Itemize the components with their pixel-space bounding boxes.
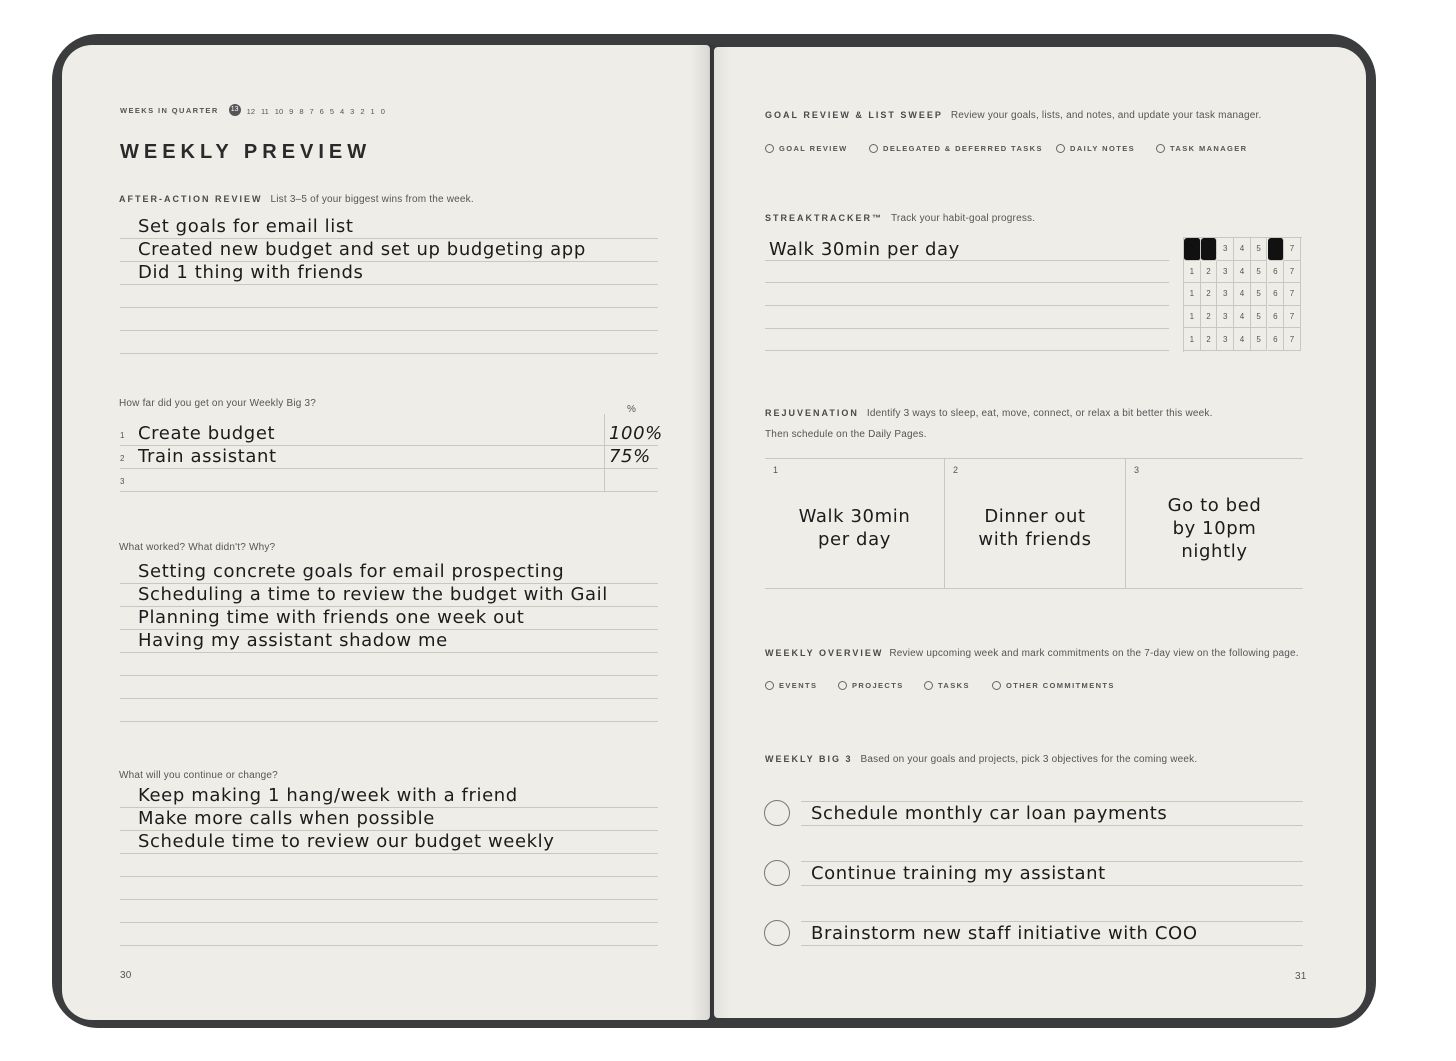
checkbox-icon[interactable] [1056,144,1065,153]
goal-review-header [765,110,1261,121]
what-worked-rule [120,698,658,699]
streak-day-cell[interactable]: 7 [1284,306,1301,329]
big3-objective: Continue training my assistant [811,863,1106,884]
goal-review-option[interactable] [765,144,848,153]
goal-review-option-label: DELEGATED & DEFERRED TASKS [883,144,1043,153]
week-number: 0 [380,107,385,116]
week-number: 4 [340,107,345,116]
rejuvenation-item [945,468,1125,588]
big3-checkbox-icon[interactable] [764,920,790,946]
big3-checkbox-icon[interactable] [764,800,790,826]
after-action-entry: Created new budget and set up budgeting app [138,239,586,260]
streak-day-marked[interactable]: 6 [1268,238,1285,261]
what-worked-entry: Planning time with friends one week out [138,607,525,628]
weekly-overview-hint: Review upcoming week and mark commitments on the 7-day view on the following page. [889,648,1299,659]
progress-row-rule [120,491,658,492]
rejuvenation-text: Go to bed [1167,494,1262,516]
after-action-rule [120,353,658,354]
rejuvenation-header [765,408,1213,419]
streak-day-cell[interactable]: 2 [1201,328,1218,351]
streak-day-cell[interactable]: 6 [1268,306,1285,329]
rejuvenation-text: by 10pm [1172,517,1257,539]
streak-line [765,328,1169,329]
streak-day-cell[interactable]: 4 [1234,306,1251,329]
progress-row-text: Train assistant [138,446,277,467]
rejuvenation-item [765,468,944,588]
overview-option-label: OTHER COMMITMENTS [1006,681,1115,690]
streak-day-cell[interactable]: 3 [1217,306,1234,329]
streak-day-marked[interactable]: 1 [1184,238,1201,261]
overview-option[interactable] [924,681,970,690]
what-worked-rule [120,721,658,722]
streak-day-cell[interactable]: 2 [1201,283,1218,306]
weekly-big3-hint: Based on your goals and projects, pick 3 objectives for the coming week. [860,754,1198,765]
big3-objective: Schedule monthly car loan payments [811,803,1168,824]
streak-line [765,305,1169,306]
week-number: 10 [274,107,284,116]
rejuvenation-text: per day [818,529,891,550]
overview-option[interactable] [765,681,817,690]
continue-change-entry: Keep making 1 hang/week with a friend [138,785,518,806]
goal-review-option[interactable] [869,144,1043,153]
week-number: 12 [246,107,255,116]
goal-review-option[interactable] [1156,144,1248,153]
rejuvenation-text: Walk 30min [798,506,911,527]
overview-option-label: EVENTS [779,681,818,690]
streak-day-cell[interactable]: 6 [1268,328,1285,351]
continue-change-question: What will you continue or change? [119,770,278,781]
page-number-right: 31 [1295,971,1307,982]
streak-day-cell[interactable]: 7 [1284,283,1301,306]
progress-row-percent: 75% [609,446,651,467]
big3-rule [801,801,1303,802]
streak-header [765,213,1035,224]
rejuvenation-number: 1 [773,465,779,475]
streak-day-cell[interactable]: 4 [1234,283,1251,306]
checkbox-icon[interactable] [765,144,774,153]
progress-row-text: Create budget [138,423,276,444]
checkbox-icon[interactable] [838,681,847,690]
progress-row-percent: 100% [609,423,663,444]
rejuvenation-bottom-rule [765,588,1303,589]
streak-day-cell[interactable]: 4 [1234,328,1251,351]
progress-row-number: 1 [120,431,125,440]
overview-option[interactable] [838,681,904,690]
week-numbers [247,101,391,119]
page-title: WEEKLY PREVIEW [120,141,372,163]
big3-question: How far did you get on your Weekly Big 3? [119,398,317,409]
week-number: 9 [289,107,294,116]
goal-review-label: GOAL REVIEW & LIST SWEEP [765,110,943,120]
weeks-label: WEEKS IN QUARTER [120,105,219,115]
rejuvenation-item [1126,468,1303,588]
big3-rule [801,861,1303,862]
continue-change-entry: Schedule time to review our budget weekly [138,831,555,852]
after-action-rule [120,307,658,308]
big3-objective: Brainstorm new staff initiative with COO [811,923,1198,944]
after-action-rule [120,284,658,285]
streak-day-cell[interactable]: 5 [1251,328,1268,351]
rejuvenation-text: with friends [978,529,1092,550]
progress-row-number: 3 [120,477,125,486]
after-action-entry: Did 1 thing with friends [138,262,364,283]
what-worked-entry: Setting concrete goals for email prospecting [138,561,565,582]
big3-rule [801,945,1303,946]
weekly-big3-header [765,754,1197,765]
progress-row-number: 2 [120,454,125,463]
checkbox-icon[interactable] [992,681,1001,690]
week-number: 3 [350,107,355,116]
streak-day-cell[interactable]: 4 [1234,261,1251,284]
streak-hint: Track your habit-goal progress. [891,213,1036,224]
streak-day-cell[interactable]: 6 [1268,261,1285,284]
rejuvenation-hint-2: Then schedule on the Daily Pages. [765,429,927,440]
week-number: 2 [360,107,365,116]
goal-review-option-label: GOAL REVIEW [779,144,848,153]
streak-day-cell[interactable]: 5 [1251,306,1268,329]
after-action-hint: List 3–5 of your biggest wins from the week. [270,194,474,205]
goal-review-option[interactable] [1056,144,1135,153]
rejuvenation-number: 2 [953,465,959,475]
page-number-left: 30 [120,970,132,981]
goal-review-hint: Review your goals, lists, and notes, and update your task manager. [950,110,1262,121]
streak-day-marked[interactable]: 2 [1201,238,1218,261]
streak-day-cell[interactable]: 3 [1217,283,1234,306]
checkbox-icon[interactable] [869,144,878,153]
continue-change-rule [120,876,658,877]
streak-line [765,350,1169,351]
streak-grid [1183,237,1302,352]
continue-change-entry: Make more calls when possible [138,808,435,829]
weekly-overview-header [765,648,1299,659]
weeks-in-quarter [120,101,391,119]
percent-header: % [627,404,637,415]
week-number: 7 [309,107,314,116]
streak-day-cell[interactable]: 3 [1217,328,1234,351]
weekly-big3-label: WEEKLY BIG 3 [765,754,853,764]
big3-checkbox-icon[interactable] [764,860,790,886]
streak-day-cell[interactable]: 4 [1234,238,1251,261]
weekly-overview-label: WEEKLY OVERVIEW [765,648,884,658]
streak-habit: Walk 30min per day [769,239,960,260]
streak-day-cell[interactable]: 3 [1217,238,1234,261]
streak-day-cell[interactable]: 1 [1184,261,1201,284]
streak-day-cell[interactable]: 1 [1184,306,1201,329]
streak-day-cell[interactable]: 7 [1284,238,1301,261]
what-worked-rule [120,652,658,653]
streak-day-cell[interactable]: 6 [1268,283,1285,306]
after-action-entry: Set goals for email list [138,216,354,237]
big3-rule [801,825,1303,826]
streak-line [765,260,1169,261]
checkbox-icon[interactable] [924,681,933,690]
week-number: 11 [261,107,269,116]
left-page [62,45,710,1020]
rejuvenation-label: REJUVENATION [765,408,859,418]
streak-line [765,282,1169,283]
streak-label: STREAKTRACKER™ [765,213,883,223]
streak-day-cell[interactable]: 7 [1284,261,1301,284]
after-action-header [119,194,474,205]
overview-option-label: PROJECTS [852,681,904,690]
streak-day-cell[interactable]: 1 [1184,328,1201,351]
overview-option-label: TASKS [938,681,970,690]
overview-option[interactable] [992,681,1115,690]
continue-change-rule [120,853,658,854]
streak-day-cell[interactable]: 5 [1251,283,1268,306]
continue-change-rule [120,899,658,900]
continue-change-rule [120,922,658,923]
streak-day-cell[interactable]: 2 [1201,306,1218,329]
what-worked-rule [120,675,658,676]
checkbox-icon[interactable] [1156,144,1165,153]
streak-day-cell[interactable]: 5 [1251,238,1268,261]
streak-day-cell[interactable]: 1 [1184,283,1201,306]
spine [690,45,730,1020]
streak-day-cell[interactable]: 7 [1284,328,1301,351]
goal-review-option-label: TASK MANAGER [1170,144,1248,153]
big3-rule [801,921,1303,922]
progress-row-rule [120,468,658,469]
rejuvenation-hint: Identify 3 ways to sleep, eat, move, connect, or relax a bit better this week. [866,408,1213,419]
what-worked-question: What worked? What didn't? Why? [119,542,276,553]
after-action-label: AFTER-ACTION REVIEW [119,194,263,204]
week-number: 6 [319,107,324,116]
checkbox-icon[interactable] [765,681,774,690]
week-number: 1 [370,107,375,116]
streak-day-cell[interactable]: 2 [1201,261,1218,284]
week-number: 8 [299,107,304,116]
big3-rule [801,885,1303,886]
rejuvenation-top-rule [765,458,1303,459]
week-number: 5 [329,107,334,116]
rejuvenation-text: nightly [1181,540,1248,562]
what-worked-entry: Having my assistant shadow me [138,630,448,651]
percent-divider [604,414,605,491]
after-action-rule [120,330,658,331]
goal-review-option-label: DAILY NOTES [1070,144,1135,153]
streak-day-cell[interactable]: 3 [1217,261,1234,284]
rejuvenation-number: 3 [1134,465,1140,475]
streak-day-cell[interactable]: 5 [1251,261,1268,284]
current-week-marker: 13 [229,104,241,116]
continue-change-rule [120,945,658,946]
rejuvenation-text: Dinner out [984,506,1086,527]
what-worked-entry: Scheduling a time to review the budget with Gail [138,584,608,605]
